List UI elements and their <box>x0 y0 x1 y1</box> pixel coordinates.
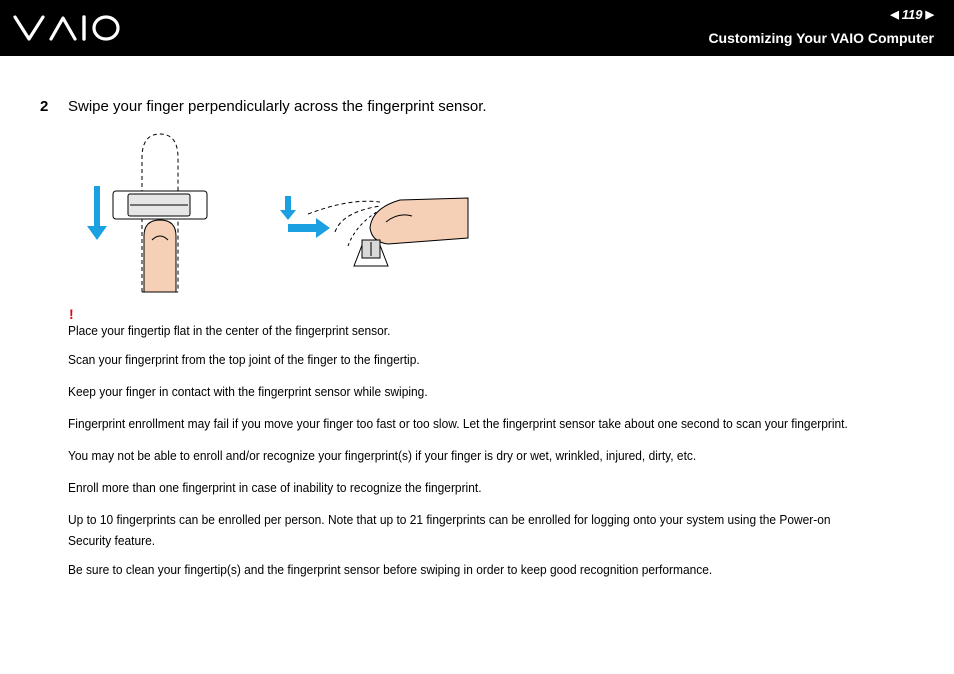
front-view-illustration <box>87 134 207 292</box>
note-3: Keep your finger in contact with the fingerprint sensor while swiping. <box>68 384 428 399</box>
note-5: You may not be able to enroll and/or recognize your fingerprint(s) if your finger is dry or wet, wrinkled, injured, dirty, etc. <box>68 448 697 463</box>
step-number: 2 <box>40 98 49 115</box>
page-navigator <box>890 7 934 22</box>
note-6: Enroll more than one fingerprint in case of inability to recognize the fingerprint. <box>68 480 482 495</box>
page-number: 119 <box>901 7 923 22</box>
note-7: Up to 10 fingerprints can be enrolled per person. Note that up to 21 fingerprints can be enrolled for logging onto your system using the Power-on Security feature. <box>68 512 831 548</box>
section-title: Customizing Your VAIO Computer <box>708 30 934 46</box>
step-2 <box>40 98 487 115</box>
finger-end <box>144 220 176 292</box>
down-arrow-icon <box>87 186 107 240</box>
note-2: Scan your fingerprint from the top joint of the finger to the fingertip. <box>68 352 420 367</box>
right-arrow-icon <box>288 218 330 238</box>
note-8: Be sure to clean your fingertip(s) and the fingerprint sensor before swiping in order to keep good recognition performance. <box>68 562 713 577</box>
vaio-logo <box>13 13 121 43</box>
fingerprint-swipe-illustration <box>80 128 480 294</box>
side-finger <box>370 198 468 244</box>
note-4: Fingerprint enrollment may fail if you move your finger too fast or too slow. Let the fingerprint sensor take about one second to scan your fingerprint. <box>68 416 848 431</box>
warning-mark: ! <box>69 306 74 322</box>
note-1: Place your fingertip flat in the center of the fingerprint sensor. <box>68 323 391 338</box>
side-view-illustration <box>280 196 468 266</box>
step-text: Swipe your finger perpendicularly across the fingerprint sensor. <box>68 98 487 115</box>
triangle-left-icon[interactable]: ◀ <box>890 9 899 21</box>
triangle-right-icon[interactable]: ▶ <box>925 9 934 21</box>
page-header <box>0 0 954 56</box>
down-arrow-small-icon <box>280 196 296 220</box>
